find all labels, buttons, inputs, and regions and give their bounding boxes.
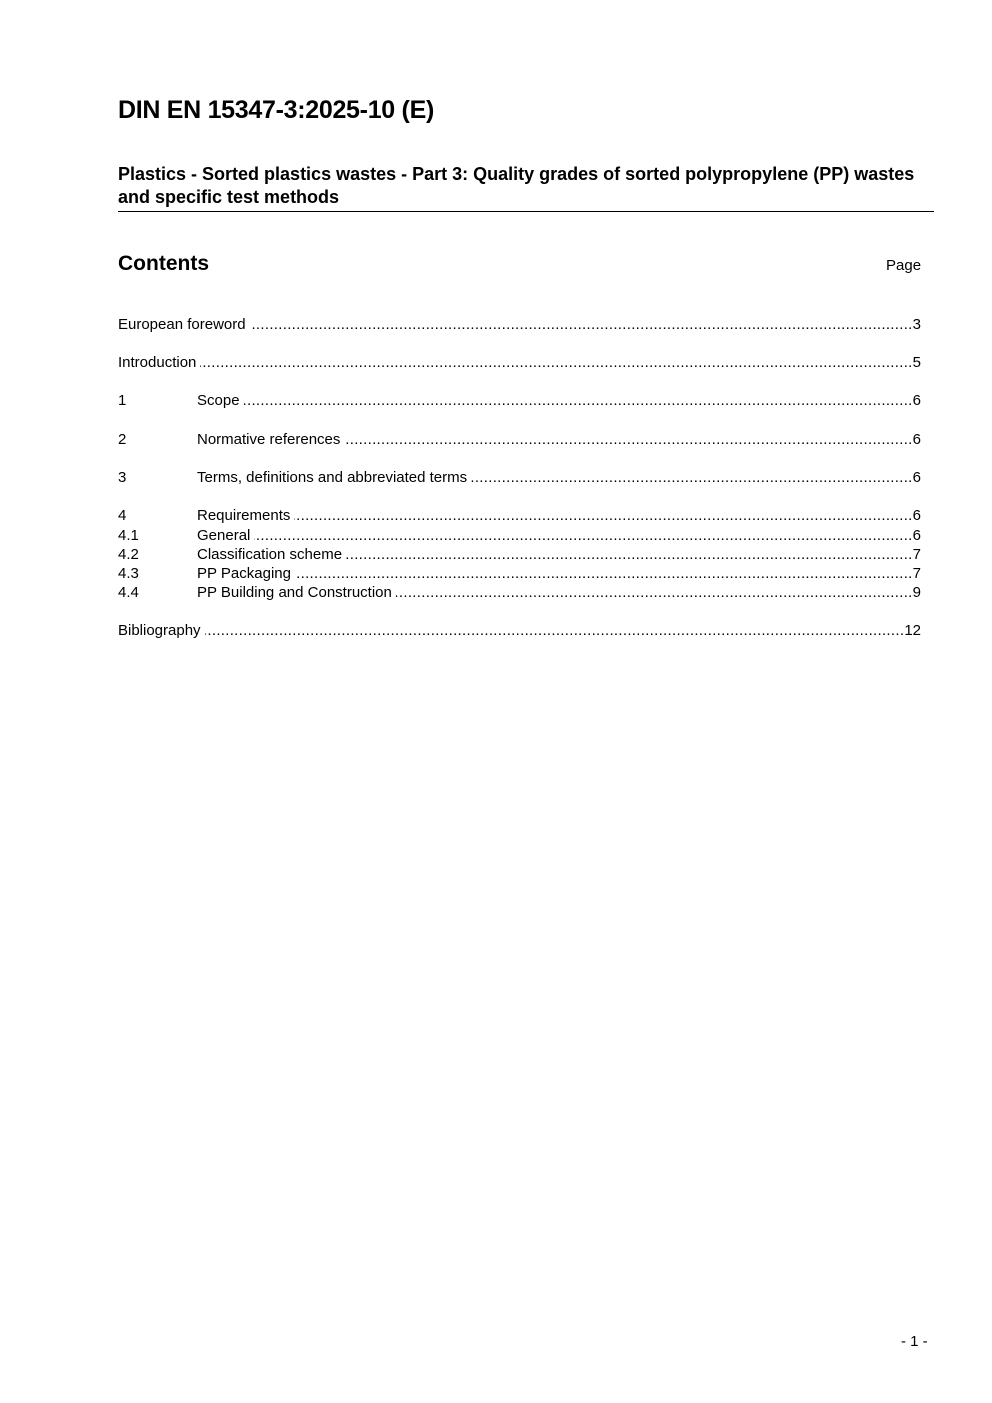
toc-entry-number: 3 [118,469,127,486]
contents-heading: Contents [118,252,209,275]
toc-entry-introduction[interactable] [118,353,921,373]
toc-leader-dots [344,430,912,450]
toc-entry-pp-building-construction[interactable] [118,583,921,603]
toc-entry-title: PP Building and Construction [197,584,392,601]
page-number: - 1 - [901,1333,928,1350]
toc-entry-number: 4 [118,507,127,524]
toc-entry-page: 12 [904,622,921,639]
toc-leader-dots [205,621,905,641]
toc-entry-number: 4.3 [118,565,139,582]
toc-entry-page: 6 [912,431,921,448]
toc-entry-page: 6 [912,507,921,524]
toc-entry-page: 6 [912,392,921,409]
toc-entry-title: European foreword [118,316,246,333]
toc-entry-page: 6 [912,527,921,544]
toc-entry-title: Requirements [197,507,291,524]
toc-entry-number: 2 [118,431,127,448]
toc-entry-page: 3 [912,316,921,333]
toc-entry-normative-references[interactable] [118,430,921,450]
toc-entry-classification-scheme[interactable] [118,545,921,565]
toc-entry-title: General [197,527,251,544]
toc-entry-title: Normative references [197,431,341,448]
toc-entry-bibliography[interactable] [118,621,921,641]
toc-leader-dots [396,583,913,603]
toc-entry-title: Classification scheme [197,546,343,563]
toc-entry-title: Terms, definitions and abbreviated terms [197,469,468,486]
toc-entry-general[interactable] [118,526,921,546]
document-subtitle: Plastics - Sorted plastics wastes - Part 3: Quality grades of sorted polypropylene (PP) wastes and specific test methods [118,163,934,212]
toc-leader-dots [295,564,913,584]
toc-entry-title: PP Packaging [197,565,291,582]
toc-entry-page: 9 [912,584,921,601]
toc-leader-dots [254,526,912,546]
toc-leader-dots [250,315,913,335]
toc-entry-terms-definitions[interactable] [118,468,921,488]
toc-leader-dots [346,545,913,565]
toc-entry-number: 1 [118,392,127,409]
toc-entry-title: Bibliography [118,622,201,639]
toc-entry-scope[interactable] [118,391,921,411]
toc-leader-dots [244,391,913,411]
document-id: DIN EN 15347-3:2025-10 (E) [118,96,434,124]
toc-entry-page: 7 [912,546,921,563]
toc-entry-pp-packaging[interactable] [118,564,921,584]
toc-leader-dots [200,353,912,373]
toc-entry-page: 6 [912,469,921,486]
toc-entry-number: 4.2 [118,546,139,563]
toc-entry-number: 4.1 [118,527,139,544]
toc-entry-page: 7 [912,565,921,582]
toc-entry-title: Introduction [118,354,197,371]
toc-entry-title: Scope [197,392,240,409]
toc-entry-requirements[interactable] [118,506,921,526]
toc-leader-dots [294,506,912,526]
toc-entry-number: 4.4 [118,584,139,601]
toc-entry-page: 5 [912,354,921,371]
page-column-label: Page [886,257,922,274]
toc-entry-european-foreword[interactable] [118,315,921,335]
toc-leader-dots [471,468,913,488]
